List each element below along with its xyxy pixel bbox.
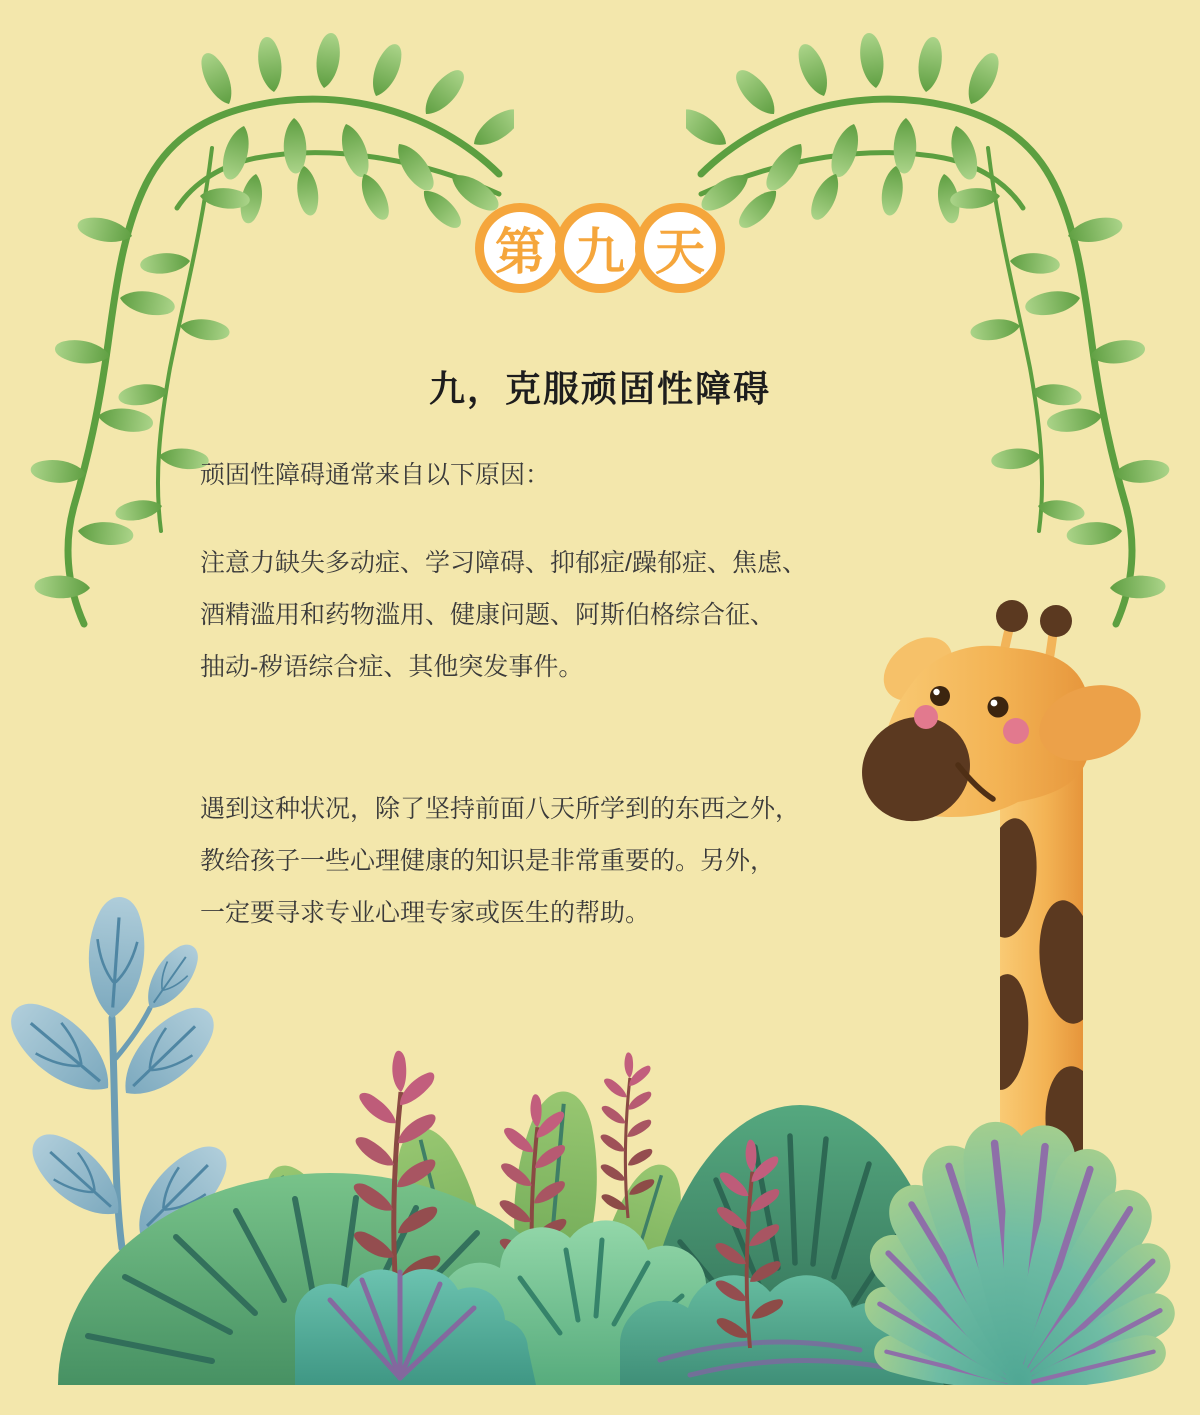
badge-char: 九 xyxy=(575,224,625,280)
paragraph-intro: 顽固性障碍通常来自以下原因： xyxy=(200,461,551,489)
page-title: 九，克服顽固性障碍 xyxy=(428,368,771,410)
advice-line: 一定要寻求专业心理专家或医生的帮助。 xyxy=(200,899,651,927)
badge-circle-1 xyxy=(475,203,565,293)
plants-illustration xyxy=(0,880,1200,1385)
badge-char: 第 xyxy=(495,224,545,280)
badge-circle-2 xyxy=(555,203,645,293)
advice-line: 遇到这种状况，除了坚持前面八天所学到的东西之外， xyxy=(200,795,801,823)
badge-char: 天 xyxy=(655,224,705,280)
day-badge xyxy=(0,203,1200,293)
fan-plant xyxy=(856,1119,1183,1385)
causes-line: 注意力缺失多动症、学习障碍、抑郁症/躁郁症、焦虑、 xyxy=(200,549,807,577)
advice-line: 教给孩子一些心理健康的知识是非常重要的。另外， xyxy=(200,847,776,875)
causes-line: 酒精滥用和药物滥用、健康问题、阿斯伯格综合征、 xyxy=(200,601,776,629)
badge-circle-3 xyxy=(635,203,725,293)
paragraph-causes xyxy=(200,537,860,693)
causes-line: 抽动-秽语综合症、其他突发事件。 xyxy=(200,653,584,681)
